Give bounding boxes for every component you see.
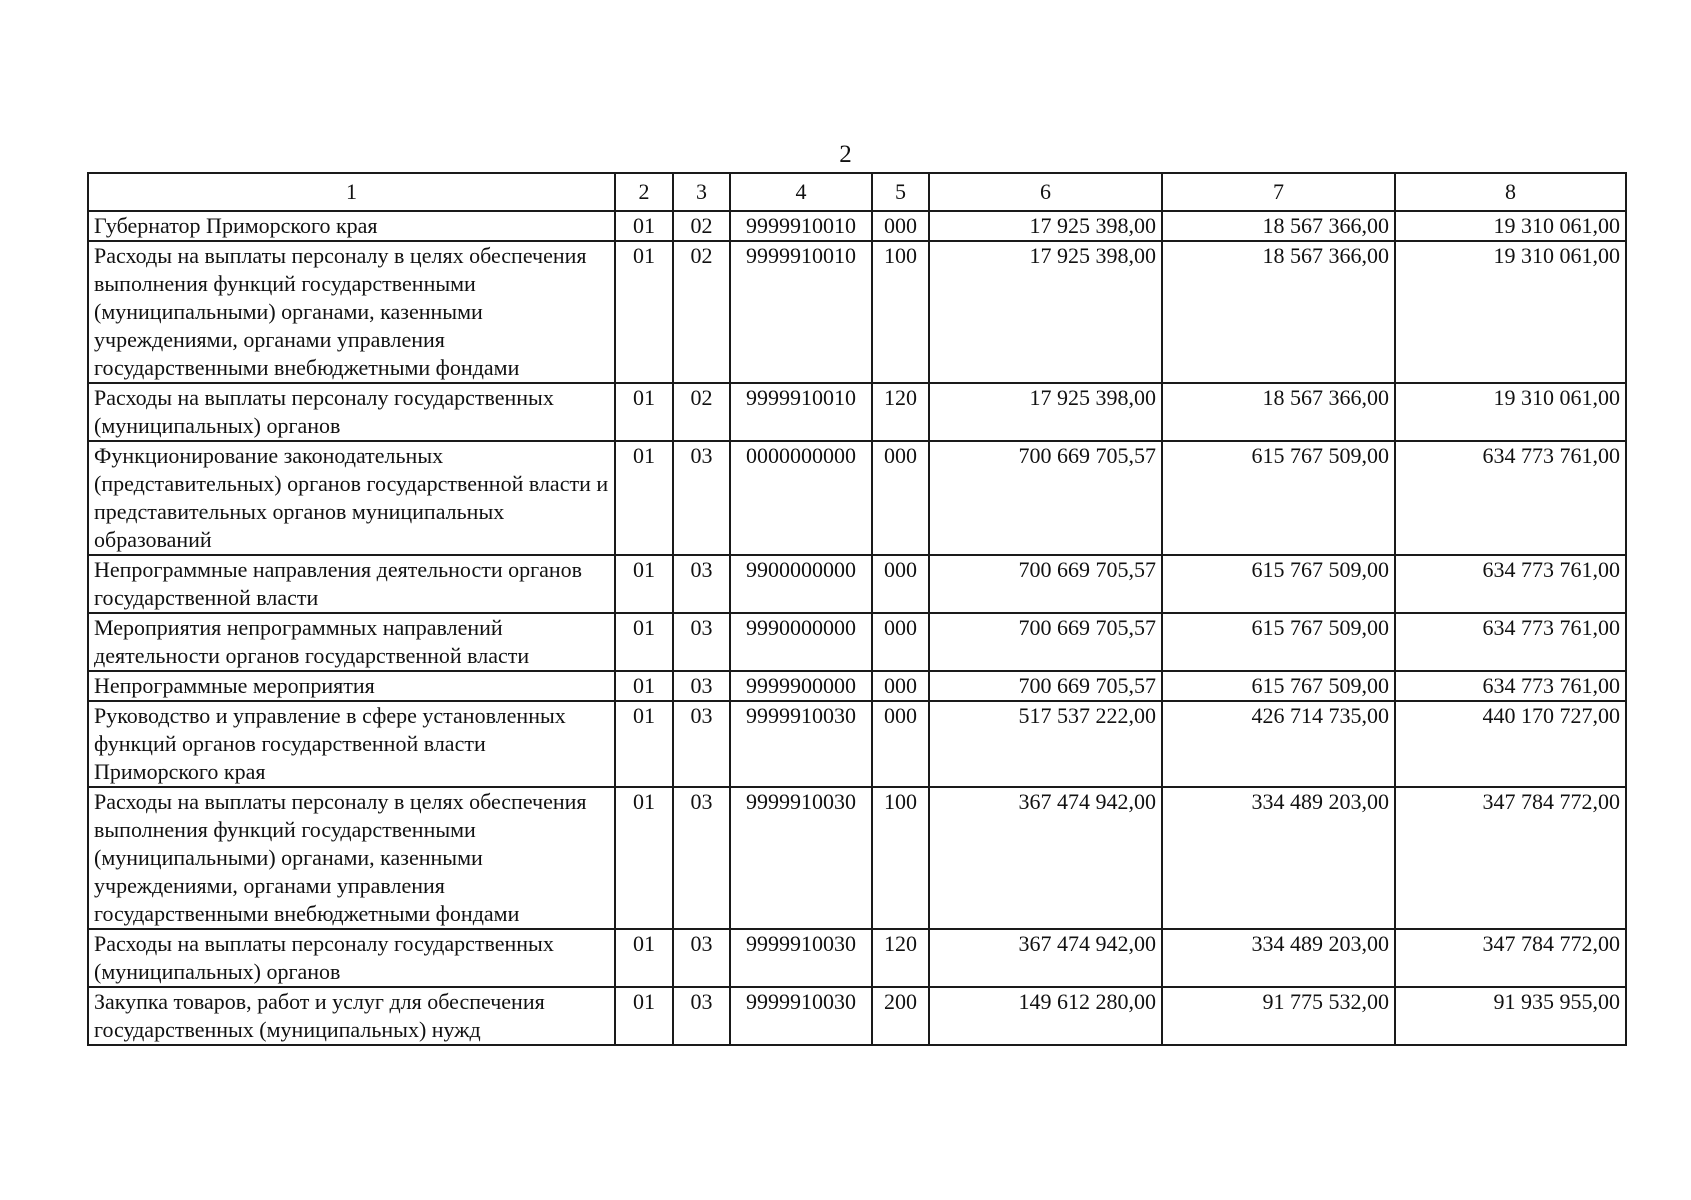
header-cell: 1 xyxy=(88,173,615,211)
row-name: Руководство и управление в сфере установленных функций органов государственной власти Приморского края xyxy=(88,701,615,787)
row-amount-col8: 91 935 955,00 xyxy=(1395,987,1626,1045)
header-cell: 3 xyxy=(673,173,730,211)
row-name: Непрограммные мероприятия xyxy=(88,671,615,701)
row-name: Закупка товаров, работ и услуг для обеспечения государственных (муниципальных) нужд xyxy=(88,987,615,1045)
row-name: Мероприятия непрограммных направлений деятельности органов государственной власти xyxy=(88,613,615,671)
row-subsection: 02 xyxy=(673,211,730,241)
row-amount-col6: 367 474 942,00 xyxy=(929,787,1162,929)
row-section: 01 xyxy=(615,383,673,441)
row-amount-col8: 19 310 061,00 xyxy=(1395,383,1626,441)
row-subsection: 03 xyxy=(673,987,730,1045)
row-expense-type: 000 xyxy=(872,441,929,555)
row-target-code: 9999900000 xyxy=(730,671,872,701)
row-expense-type: 000 xyxy=(872,555,929,613)
row-subsection: 03 xyxy=(673,613,730,671)
row-amount-col6: 700 669 705,57 xyxy=(929,441,1162,555)
row-amount-col6: 700 669 705,57 xyxy=(929,613,1162,671)
row-target-code: 9999910030 xyxy=(730,787,872,929)
row-subsection: 03 xyxy=(673,555,730,613)
row-amount-col6: 149 612 280,00 xyxy=(929,987,1162,1045)
row-target-code: 9999910010 xyxy=(730,211,872,241)
row-section: 01 xyxy=(615,987,673,1045)
row-subsection: 03 xyxy=(673,929,730,987)
row-amount-col6: 367 474 942,00 xyxy=(929,929,1162,987)
row-amount-col7: 18 567 366,00 xyxy=(1162,383,1395,441)
row-subsection: 02 xyxy=(673,383,730,441)
row-section: 01 xyxy=(615,555,673,613)
table-row xyxy=(88,211,1626,241)
row-amount-col8: 634 773 761,00 xyxy=(1395,613,1626,671)
row-amount-col8: 634 773 761,00 xyxy=(1395,671,1626,701)
row-name: Непрограммные направления деятельности органов государственной власти xyxy=(88,555,615,613)
budget-table xyxy=(87,172,1627,1046)
row-section: 01 xyxy=(615,613,673,671)
header-cell: 8 xyxy=(1395,173,1626,211)
row-amount-col7: 615 767 509,00 xyxy=(1162,613,1395,671)
row-target-code: 0000000000 xyxy=(730,441,872,555)
row-name: Расходы на выплаты персоналу государственных (муниципальных) органов xyxy=(88,383,615,441)
header-cell: 2 xyxy=(615,173,673,211)
table-body xyxy=(88,211,1626,1045)
row-amount-col8: 634 773 761,00 xyxy=(1395,555,1626,613)
row-amount-col8: 347 784 772,00 xyxy=(1395,929,1626,987)
row-amount-col7: 91 775 532,00 xyxy=(1162,987,1395,1045)
row-subsection: 03 xyxy=(673,441,730,555)
row-expense-type: 100 xyxy=(872,241,929,383)
row-target-code: 9999910010 xyxy=(730,383,872,441)
table-row xyxy=(88,987,1626,1045)
row-amount-col7: 615 767 509,00 xyxy=(1162,555,1395,613)
row-amount-col7: 334 489 203,00 xyxy=(1162,929,1395,987)
row-subsection: 02 xyxy=(673,241,730,383)
table-row xyxy=(88,441,1626,555)
row-amount-col8: 19 310 061,00 xyxy=(1395,241,1626,383)
row-amount-col8: 440 170 727,00 xyxy=(1395,701,1626,787)
table-row xyxy=(88,701,1626,787)
row-expense-type: 000 xyxy=(872,701,929,787)
table-row xyxy=(88,241,1626,383)
row-section: 01 xyxy=(615,787,673,929)
row-amount-col6: 17 925 398,00 xyxy=(929,241,1162,383)
row-amount-col6: 17 925 398,00 xyxy=(929,211,1162,241)
row-amount-col7: 615 767 509,00 xyxy=(1162,441,1395,555)
row-amount-col7: 334 489 203,00 xyxy=(1162,787,1395,929)
row-subsection: 03 xyxy=(673,671,730,701)
row-target-code: 9999910030 xyxy=(730,929,872,987)
row-section: 01 xyxy=(615,929,673,987)
header-cell: 5 xyxy=(872,173,929,211)
row-target-code: 9999910030 xyxy=(730,987,872,1045)
row-target-code: 9900000000 xyxy=(730,555,872,613)
row-amount-col6: 700 669 705,57 xyxy=(929,671,1162,701)
row-amount-col7: 18 567 366,00 xyxy=(1162,211,1395,241)
row-amount-col8: 634 773 761,00 xyxy=(1395,441,1626,555)
row-target-code: 9990000000 xyxy=(730,613,872,671)
row-section: 01 xyxy=(615,441,673,555)
row-section: 01 xyxy=(615,241,673,383)
row-name: Расходы на выплаты персоналу в целях обеспечения выполнения функций государственными (муниципальными) органами, казенными учреждениями, органами управления государственными внебюджетными фондами xyxy=(88,787,615,929)
table-row xyxy=(88,383,1626,441)
row-amount-col7: 615 767 509,00 xyxy=(1162,671,1395,701)
row-name: Расходы на выплаты персоналу в целях обеспечения выполнения функций государственными (муниципальными) органами, казенными учреждениями, органами управления государственными внебюджетными фондами xyxy=(88,241,615,383)
header-row xyxy=(88,173,1626,211)
row-target-code: 9999910010 xyxy=(730,241,872,383)
row-name: Расходы на выплаты персоналу государственных (муниципальных) органов xyxy=(88,929,615,987)
page-number: 2 xyxy=(839,141,852,168)
row-expense-type: 100 xyxy=(872,787,929,929)
row-subsection: 03 xyxy=(673,787,730,929)
table-row xyxy=(88,787,1626,929)
table-row xyxy=(88,671,1626,701)
row-expense-type: 200 xyxy=(872,987,929,1045)
row-expense-type: 120 xyxy=(872,929,929,987)
row-section: 01 xyxy=(615,701,673,787)
row-expense-type: 000 xyxy=(872,211,929,241)
header-cell: 6 xyxy=(929,173,1162,211)
table-row xyxy=(88,555,1626,613)
row-amount-col7: 18 567 366,00 xyxy=(1162,241,1395,383)
row-amount-col7: 426 714 735,00 xyxy=(1162,701,1395,787)
row-expense-type: 120 xyxy=(872,383,929,441)
table-header xyxy=(88,173,1626,211)
row-expense-type: 000 xyxy=(872,613,929,671)
table-row xyxy=(88,929,1626,987)
row-amount-col6: 17 925 398,00 xyxy=(929,383,1162,441)
header-cell: 4 xyxy=(730,173,872,211)
row-expense-type: 000 xyxy=(872,671,929,701)
row-amount-col8: 19 310 061,00 xyxy=(1395,211,1626,241)
header-cell: 7 xyxy=(1162,173,1395,211)
row-name: Губернатор Приморского края xyxy=(88,211,615,241)
row-amount-col8: 347 784 772,00 xyxy=(1395,787,1626,929)
row-section: 01 xyxy=(615,211,673,241)
row-amount-col6: 517 537 222,00 xyxy=(929,701,1162,787)
row-subsection: 03 xyxy=(673,701,730,787)
table-row xyxy=(88,613,1626,671)
row-name: Функционирование законодательных (представительных) органов государственной власти и представительных органов муниципальных образований xyxy=(88,441,615,555)
row-amount-col6: 700 669 705,57 xyxy=(929,555,1162,613)
row-section: 01 xyxy=(615,671,673,701)
row-target-code: 9999910030 xyxy=(730,701,872,787)
